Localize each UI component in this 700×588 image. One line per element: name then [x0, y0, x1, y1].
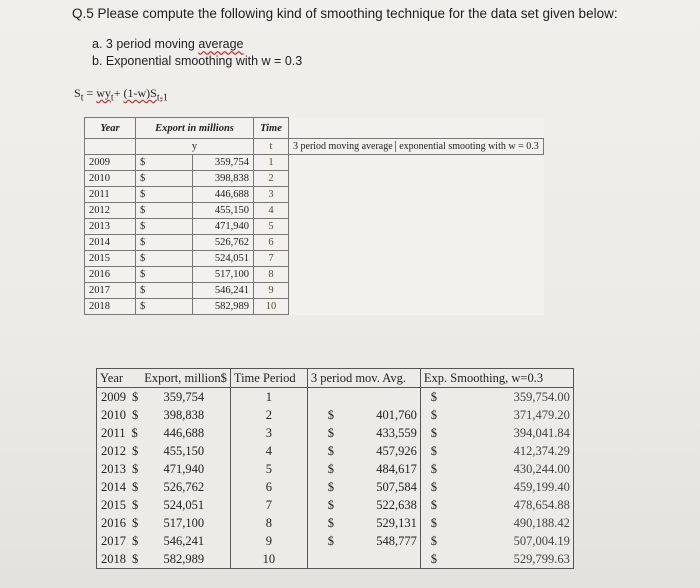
- r-cur: $: [132, 479, 139, 494]
- r-mavg-cur: $: [327, 461, 335, 476]
- r-exp: 430,244.00: [447, 460, 574, 478]
- r-year-val: 2009: [101, 389, 126, 404]
- r-exp-cur: $: [430, 497, 438, 512]
- r-mavg: 433,559: [354, 424, 421, 442]
- row-export: 526,762: [193, 235, 254, 251]
- row-year: 2017: [85, 283, 136, 299]
- r-cur: $: [132, 551, 139, 566]
- r-export: 526,762: [163, 479, 205, 494]
- row-t: 8: [254, 267, 289, 283]
- r-export: 471,940: [163, 461, 205, 476]
- row-currency: $: [136, 235, 193, 251]
- r-year: [97, 514, 142, 532]
- r-exp: 394,041.84: [447, 424, 574, 442]
- r-export: 446,688: [163, 425, 205, 440]
- row-year: 2013: [85, 219, 136, 235]
- r-cur: $: [132, 515, 139, 530]
- r-spacer: [207, 514, 230, 532]
- h-export: Export, million$: [141, 369, 230, 388]
- item-a: a. 3 period moving average: [92, 37, 244, 51]
- col-results: 3 period moving average exponential smooting with w = 0.3: [289, 139, 544, 155]
- r-mavg-cur: $: [327, 479, 335, 494]
- r-spacer: [207, 424, 230, 442]
- result-row: [97, 442, 574, 460]
- r-time: 5: [230, 460, 307, 478]
- r-mavg-cur: $: [327, 407, 335, 422]
- r-mavg: 522,638: [354, 496, 421, 514]
- r-exp-cur: $: [420, 550, 447, 569]
- r-time: 7: [230, 496, 307, 514]
- r-mavg-cur: $: [327, 443, 335, 458]
- r-year-val: 2010: [101, 407, 126, 422]
- r-year-val: 2012: [101, 443, 126, 458]
- row-export: 446,688: [193, 187, 254, 203]
- row-export: 524,051: [193, 251, 254, 267]
- r-exp-cur: $: [430, 533, 438, 548]
- r-cur: $: [132, 461, 139, 476]
- r-mavg-cur: $: [327, 425, 335, 440]
- row-t: 3: [254, 187, 289, 203]
- r-mavg: 457,926: [354, 442, 421, 460]
- r-year-val: 2015: [101, 497, 126, 512]
- r-mavg: 548,777: [354, 532, 421, 550]
- r-year-val: 2016: [101, 515, 126, 530]
- r-year: [97, 460, 142, 478]
- row-currency: $: [136, 155, 193, 171]
- r-mavg-cur: [307, 388, 354, 407]
- row-export: 517,100: [193, 267, 254, 283]
- r-cur: $: [131, 425, 138, 440]
- r-year: [97, 550, 142, 569]
- r-spacer: [207, 460, 230, 478]
- r-exp: 507,004.19: [447, 532, 574, 550]
- result-row: [97, 424, 574, 442]
- result-row: [97, 406, 574, 424]
- r-spacer: [207, 406, 230, 424]
- row-t: 4: [254, 203, 289, 219]
- h-exp: Exp. Smoothing, w=0.3: [420, 369, 573, 388]
- result-row: [97, 460, 574, 478]
- r-year: [97, 496, 142, 514]
- result-row: [97, 550, 574, 569]
- row-year: 2009: [85, 155, 136, 171]
- row-year: 2014: [85, 235, 136, 251]
- r-export: 582,989: [141, 550, 207, 569]
- row-t: 6: [254, 235, 289, 251]
- data-row: [85, 155, 544, 171]
- r-time: 8: [230, 514, 307, 532]
- r-exp: 478,654.88: [447, 496, 574, 514]
- row-currency: $: [136, 251, 193, 267]
- r-mavg: [354, 388, 421, 407]
- r-year: [97, 388, 142, 407]
- row-t: 2: [254, 171, 289, 187]
- r-exp-cur: $: [430, 425, 438, 440]
- r-exp-cur: $: [430, 443, 438, 458]
- blank-cell: [289, 155, 544, 315]
- r-time: 1: [230, 388, 307, 407]
- r-mavg-cur: $: [327, 497, 335, 512]
- r-mavg-cur: $: [327, 533, 335, 548]
- r-year-val: 2013: [101, 461, 126, 476]
- r-spacer: [207, 496, 230, 514]
- row-currency: $: [136, 283, 193, 299]
- r-mavg: 484,617: [354, 460, 421, 478]
- r-year: [97, 442, 142, 460]
- row-currency: $: [136, 187, 193, 203]
- row-currency: $: [136, 219, 193, 235]
- result-row: [97, 496, 574, 514]
- r-export: 517,100: [163, 515, 205, 530]
- r-cur: $: [132, 407, 139, 422]
- r-year: [97, 424, 142, 442]
- r-exp: 459,199.40: [447, 478, 574, 496]
- result-row: [97, 478, 574, 496]
- item-b: b. Exponential smoothing with w = 0.3: [92, 54, 303, 68]
- r-exp: 359,754.00: [447, 388, 574, 407]
- row-t: 5: [254, 219, 289, 235]
- results-table: [96, 368, 574, 569]
- r-time: 10: [230, 550, 307, 569]
- col-export: Export in millions: [136, 118, 254, 139]
- r-mavg-cur: [307, 550, 354, 569]
- smoothing-formula: $S_t = wy_t+ (1-w)S_{t-1}$: [74, 86, 168, 104]
- row-currency: $: [136, 299, 193, 315]
- r-year-val: 2014: [101, 479, 126, 494]
- row-year: 2015: [85, 251, 136, 267]
- r-exp-cur: $: [430, 479, 438, 494]
- r-mavg: [354, 550, 421, 569]
- r-exp-cur: $: [430, 461, 438, 476]
- r-exp: 529,799.63: [447, 550, 574, 569]
- row-currency: $: [136, 203, 193, 219]
- row-t: 7: [254, 251, 289, 267]
- row-year: 2011: [85, 187, 136, 203]
- result-row: [97, 514, 574, 532]
- row-export: 582,989: [193, 299, 254, 315]
- r-spacer: [207, 478, 230, 496]
- col-t: t: [254, 139, 289, 155]
- r-time: 4: [230, 442, 307, 460]
- r-exp-cur: $: [430, 407, 438, 422]
- r-time: 3: [230, 424, 307, 442]
- r-spacer: [207, 550, 230, 569]
- row-export: 471,940: [193, 219, 254, 235]
- row-export: 398,838: [193, 171, 254, 187]
- r-year-val: 2011: [101, 425, 126, 440]
- row-t: 10: [254, 299, 289, 315]
- question-title: Q.5 Please compute the following kind of smoothing technique for the data set given below:: [72, 6, 618, 21]
- r-export: 398,838: [163, 407, 205, 422]
- r-export: 455,150: [163, 443, 205, 458]
- r-year-val: 2017: [101, 533, 126, 548]
- r-cur: $: [132, 533, 139, 548]
- row-year: 2010: [85, 171, 136, 187]
- row-year: 2016: [85, 267, 136, 283]
- r-mavg-cur: $: [327, 515, 335, 530]
- r-exp-cur: $: [430, 515, 438, 530]
- r-year: [97, 406, 142, 424]
- row-year: 2012: [85, 203, 136, 219]
- r-spacer: [207, 442, 230, 460]
- row-export: 546,241: [193, 283, 254, 299]
- r-mavg: 507,584: [354, 478, 421, 496]
- row-year: 2018: [85, 299, 136, 315]
- row-t: 1: [254, 155, 289, 171]
- h-time: Time Period: [230, 369, 307, 388]
- r-exp: 490,188.42: [447, 514, 574, 532]
- h-year: Year: [97, 369, 142, 388]
- r-time: 6: [230, 478, 307, 496]
- row-t: 9: [254, 283, 289, 299]
- r-cur: $: [132, 443, 139, 458]
- r-export: 359,754: [163, 389, 205, 404]
- col-time: Time: [254, 118, 289, 139]
- data-table: [84, 117, 544, 315]
- r-exp: 371,479.20: [447, 406, 574, 424]
- r-cur: $: [132, 389, 139, 404]
- row-currency: $: [136, 267, 193, 283]
- r-year: [97, 532, 142, 550]
- result-row: [97, 532, 574, 550]
- r-time: 2: [230, 406, 307, 424]
- result-row: [97, 388, 574, 407]
- col-y: y: [136, 139, 254, 155]
- r-export: 524,051: [163, 497, 205, 512]
- r-exp: 412,374.29: [447, 442, 574, 460]
- r-export: 546,241: [163, 533, 205, 548]
- h-mavg: 3 period mov. Avg.: [307, 369, 420, 388]
- r-year: [97, 478, 142, 496]
- col-year: Year: [85, 118, 136, 139]
- r-spacer: [207, 388, 230, 407]
- row-export: 359,754: [193, 155, 254, 171]
- r-exp-cur: $: [430, 389, 438, 404]
- row-export: 455,150: [193, 203, 254, 219]
- r-mavg: 529,131: [354, 514, 421, 532]
- r-cur: $: [132, 497, 139, 512]
- r-time: 9: [230, 532, 307, 550]
- r-year-val: 2018: [101, 551, 126, 566]
- r-mavg: 401,760: [354, 406, 421, 424]
- row-currency: $: [136, 171, 193, 187]
- r-spacer: [207, 532, 230, 550]
